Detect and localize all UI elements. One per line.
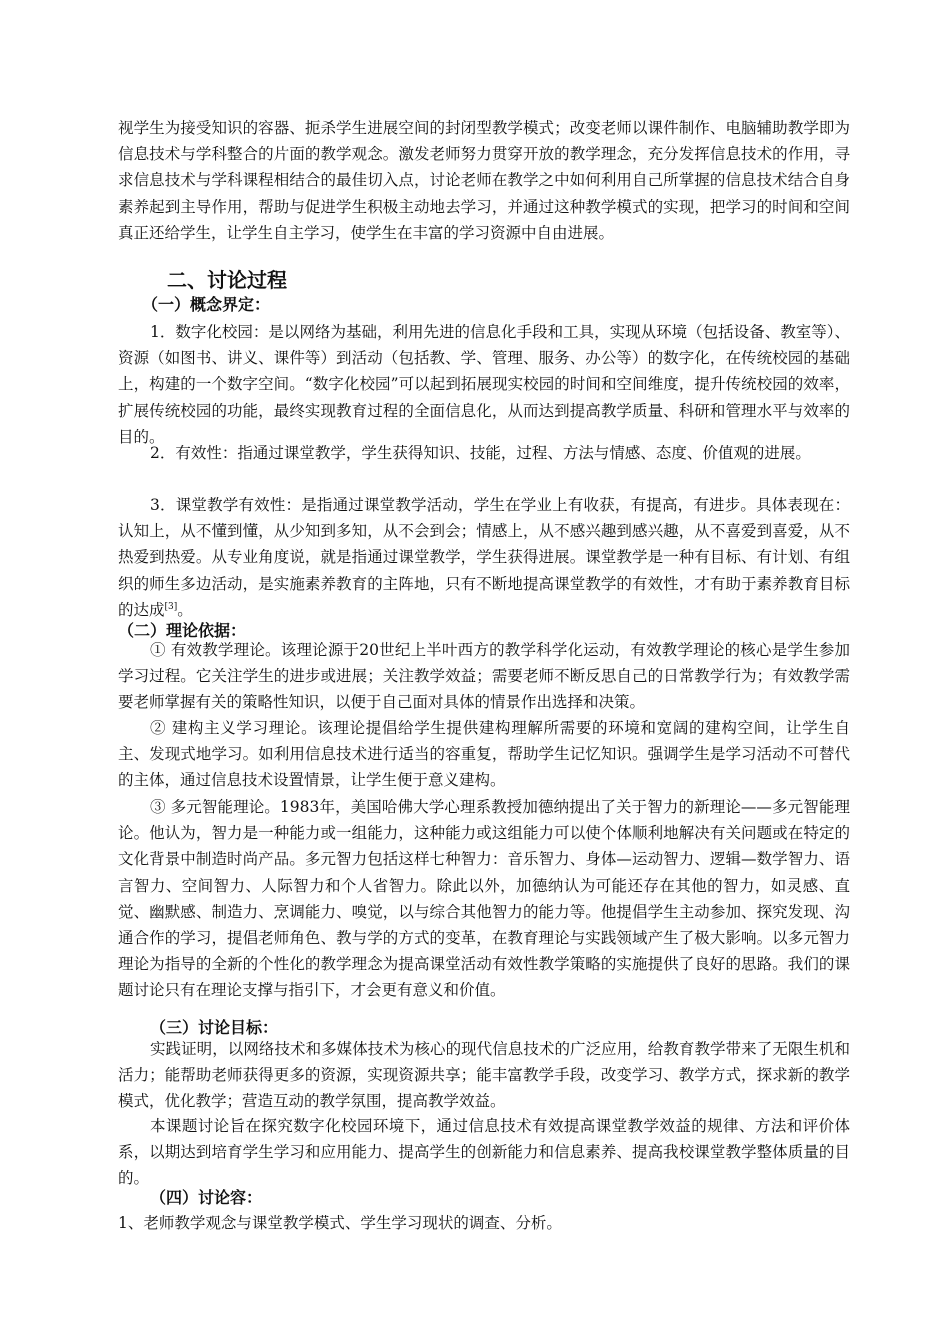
subheading-concepts: （一）概念界定： <box>142 295 271 314</box>
subheading-content: （四）讨论容： <box>150 1188 263 1207</box>
concept-paragraph-1: 1．数字化校园：是以网络为基础，利用先进的信息化手段和工具，实现从环境（包括设备、教室等）、资源（如图书、讲义、课件等）到活动（包括教、学、管理、服务、办公等）的数字化，在传统校园的基础上，构建的一个数字空间。“数字化校园”可以起到拓展现实校园的时间和空间维度，提升传统校园的效率，扩展传统校园的功能，最终实现教育过程的全面信息化，从而达到提高教学质量、科研和管理水平与效率的目的。 <box>118 323 850 446</box>
citation-ref: [3] <box>164 601 178 612</box>
theory-paragraph-1: ① 有效教学理论。该理论源于20世纪上半叶西方的教学科学化运动，有效教学理论的核心是学生参加学习过程。它关注学生的进步或进展；关注教学效益；需要老师不断反思自己的日常教学行为；有效教学需要老师掌握有关的策略性知识，以便于自己面对具体的情景作出选择和决策。 <box>118 641 850 712</box>
section-heading-research-process: 二、讨论过程 <box>167 268 287 292</box>
concept-paragraph-3-text: 3．课堂教学有效性：是指通过课堂教学活动，学生在学业上有收获，有提高，有进步。具体表现在：认知上，从不懂到懂，从少知到多知，从不会到会；情感上，从不感兴趣到感兴趣，从不喜爱到喜爱，从不热爱到热爱。从专业角度说，就是指通过课堂教学，学生获得进展。课堂教学是一种有目标、有计划、有组织的师生多边活动，是实施素养教育的主阵地，只有不断地提高课堂教学的有效性，才有助于素养教育目标的达成 <box>118 496 850 619</box>
theory-paragraph-2: ② 建构主义学习理论。该理论提倡给学生提供建构理解所需要的环境和宽阔的建构空间，让学生自主、发现式地学习。如利用信息技术进行适当的容重复，帮助学生记忆知识。强调学生是学习活动不可替代的主体，通过信息技术设置情景，让学生便于意义建构。 <box>118 719 850 790</box>
content-paragraph-1: 1、老师教学观念与课堂教学模式、学生学习现状的调查、分析。 <box>118 1214 562 1232</box>
concept-paragraph-2: 2．有效性：指通过课堂教学，学生获得知识、技能，过程、方法与情感、态度、价值观的进展。 <box>150 444 811 462</box>
goals-paragraph-2: 本课题讨论旨在探究数字化校园环境下，通过信息技术有效提高课堂教学效益的规律、方法和评价体系，以期达到培育学生学习和应用能力、提高学生的创新能力和信息素养、提高我校课堂教学整体质量的目的。 <box>118 1117 850 1188</box>
intro-paragraph: 视学生为接受知识的容器、扼杀学生进展空间的封闭型教学模式；改变老师以课件制作、电脑辅助教学即为信息技术与学科整合的片面的教学观念。激发老师努力贯穿开放的教学理念，充分发挥信息技术的作用，寻求信息技术与学科课程相结合的最佳切入点，讨论老师在教学之中如何利用自己所掌握的信息技术结合自身素养起到主导作用，帮助与促进学生积极主动地去学习，并通过这种教学模式的实现，把学习的时间和空间真正还给学生，让学生自主学习，使学生在丰富的学习资源中自由进展。 <box>118 119 850 242</box>
subheading-theory: （二）理论依据： <box>118 621 247 640</box>
goals-paragraph-1: 实践证明，以网络技术和多媒体技术为核心的现代信息技术的广泛应用，给教育教学带来了无限生机和活力；能帮助老师获得更多的资源，实现资源共享；能丰富教学手段，改变学习、教学方式，探求新的教学模式，优化教学；营造互动的教学氛围，提高教学效益。 <box>118 1040 850 1111</box>
concept-paragraph-3 <box>118 492 850 623</box>
subheading-goals: （三）讨论目标： <box>150 1018 279 1037</box>
theory-paragraph-3: ③ 多元智能理论。1983年，美国哈佛大学心理系教授加德纳提出了关于智力的新理论——多元智能理论。他认为，智力是一种能力或一组能力，这种能力或这组能力可以使个体顺利地解决有关问题或在特定的文化背景中制造时尚产品。多元智力包括这样七种智力：音乐智力、身体—运动智力、逻辑—数学智力、语言智力、空间智力、人际智力和个人省智力。除此以外，加德纳认为可能还存在其他的智力，如灵感、直觉、幽默感、制造力、烹调能力、嗅觉，以与综合其他智力的能力等。他提倡学生主动参加、探究发现、沟通合作的学习，提倡老师角色、教与学的方式的变革，在教育理论与实践领域产生了极大影响。以多元智力理论为指导的全新的个性化的教学理念为提高课堂活动有效性教学策略的实施提供了良好的思路。我们的课题讨论只有在理论支撑与指引下，才会更有意义和价值。 <box>118 798 850 1000</box>
concept-paragraph-3-end: 。 <box>177 600 193 619</box>
